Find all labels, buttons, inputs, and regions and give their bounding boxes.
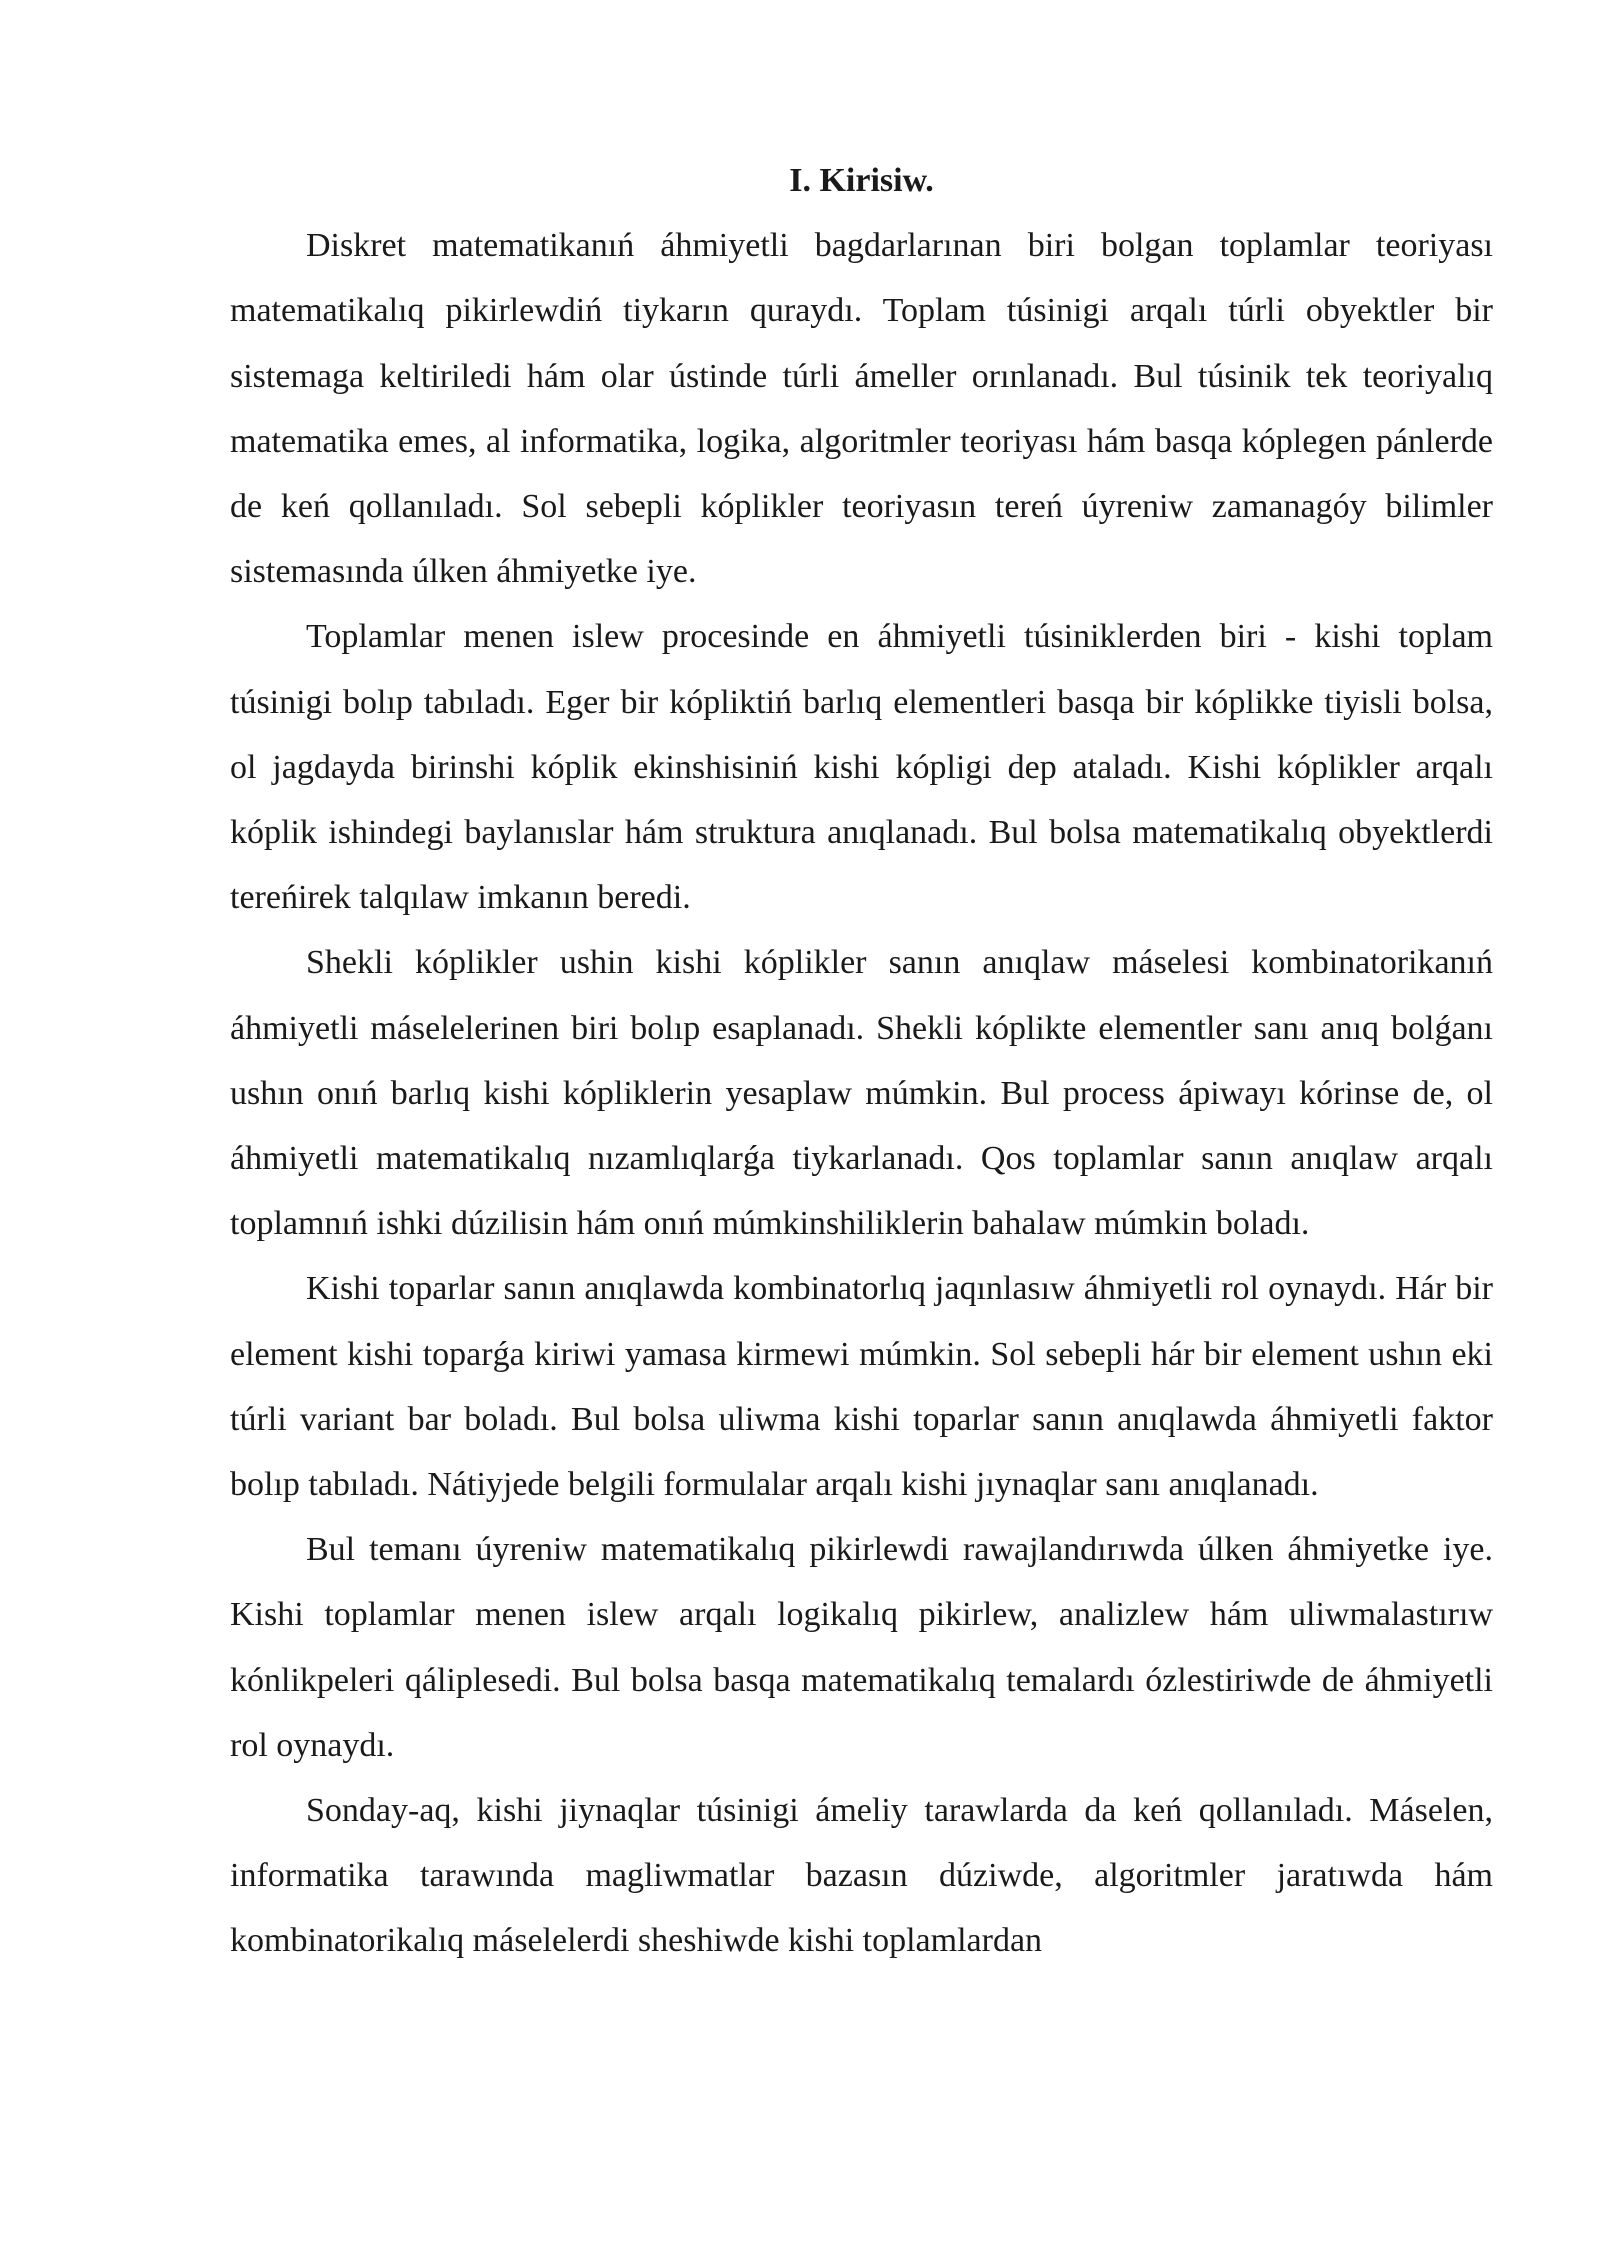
paragraph-3: Shekli kóplikler ushin kishi kóplikler sanın anıqlaw máselesi kombinatorikanıń áhmiyetli máselelerinen biri bolıp esaplanadı. Shekli kóplikte elementler sanı anıq bolǵanı ushın onıń barlıq kishi kópliklerin yesaplaw múmkin. Bul process ápiwayı kórinse de, ol áhmiyetli matematikalıq nızamlıqlarǵa tiykarlanadı. Qos toplamlar sanın anıqlaw arqalı toplamnıń ishki dúzilisin hám onıń múmkinshiliklerin bahalaw múmkin boladı. (230, 944, 1493, 1243)
paragraph-1: Diskret matematikanıń áhmiyetli bagdarlarınan biri bolgan toplamlar teoriyası matematikalıq pikirlewdiń tiykarın quraydı. Toplam túsinigi arqalı túrli obyektler bir sistemaga keltiriledi hám olar ústinde túrli ámeller orınlanadı. Bul túsinik tek teoriyalıq matematika emes, al informatika, logika, algoritmler teoriyası hám basqa kóplegen pánlerde de keń qollanıladı. Sol sebepli kóplikler teoriyasın tereń úyreniw zamanagóy bilimler sistemasında úlken áhmiyetke iye. (230, 227, 1493, 591)
section-heading: I. Kirisiw. (789, 162, 934, 199)
paragraph-6: Sonday-aq, kishi jiynaqlar túsinigi ámeliy tarawlarda da keń qollanıladı. Máselen, informatika tarawında magliwmatlar bazasın dúziwde, algoritmler jaratıwda hám kombinatorikalıq máselelerdi sheshiwde kishi toplamlardan (230, 1792, 1493, 1960)
document-body (230, 148, 1493, 1974)
paragraph-5: Bul temanı úyreniw matematikalıq pikirlewdi rawajlandırıwda úlken áhmiyetke iye. Kishi toplamlar menen islew arqalı logikalıq pikirlew, analizlew hám uliwmalastırıw kónlikpeleri qáliplesedi. Bul bolsa basqa matematikalıq temalardı ózlestiriwde de áhmiyetli rol oynaydı. (230, 1531, 1493, 1764)
paragraph-4: Kishi toparlar sanın anıqlawda kombinatorlıq jaqınlasıw áhmiyetli rol oynaydı. Hár bir element kishi toparǵa kiriwi yamasa kirmewi múmkin. Sol sebepli hár bir element ushın eki túrli variant bar boladı. Bul bolsa uliwma kishi toparlar sanın anıqlawda áhmiyetli faktor bolıp tabıladı. Nátiyjede belgili formulalar arqalı kishi jıynaqlar sanı anıqlanadı. (230, 1270, 1493, 1504)
paragraph-2: Toplamlar menen islew procesinde en áhmiyetli túsiniklerden biri - kishi toplam túsinigi bolıp tabıladı. Eger bir kópliktiń barlıq elementleri basqa bir kóplikke tiyisli bolsa, ol jagdayda birinshi kóplik ekinshisiniń kishi kópligi dep ataladı. Kishi kóplikler arqalı kóplik ishindegi baylanıslar hám struktura anıqlanadı. Bul bolsa matematikalıq obyektlerdi tereńirek talqılaw imkanın beredi. (230, 618, 1493, 917)
